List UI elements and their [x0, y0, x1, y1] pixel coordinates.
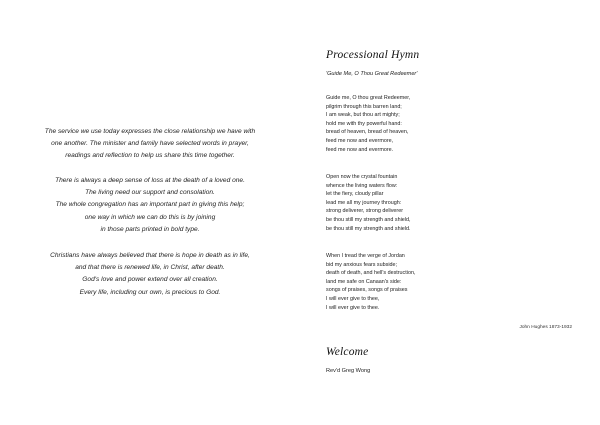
intro-line: The whole congregation has an important part in giving this help;: [55, 201, 245, 209]
verse-line: I am weak, but thou art mighty;: [326, 112, 400, 119]
welcome-name: Rev'd Greg Wong: [326, 368, 371, 374]
intro-line: Christians have always believed that there is hope in death as in life,: [50, 252, 250, 259]
intro-line: There is always a deep sense of loss at the death of a loved one.: [55, 177, 245, 184]
intro-paragraph-1: [28, 126, 272, 163]
verse-line: songs of praises, songs of praises: [326, 287, 408, 294]
intro-line: readings and reflection to help us share this time together.: [65, 152, 235, 160]
verse-line: let the fiery, cloudy pillar: [326, 191, 384, 198]
intro-line: and that there is renewed life, in Christ, after death.: [75, 264, 225, 272]
verse-line: be thou still my strength and shield.: [326, 225, 411, 232]
verse-line: strong deliverer, strong deliverer: [326, 208, 404, 215]
intro-paragraph-2: [28, 175, 272, 236]
verse-line: bread of heaven, bread of heaven,: [326, 129, 409, 136]
intro-line: The service we use today expresses the close relationship we have with: [44, 128, 256, 135]
verse-line: hold me with thy powerful hand:: [326, 120, 402, 127]
intro-paragraph-3: [28, 250, 272, 299]
intro-line: Every life, including our own, is precious to God.: [79, 288, 221, 296]
verse-line: be thou still my strength and shield,: [326, 216, 411, 223]
intro-line: in those parts printed in bold type.: [100, 225, 200, 233]
hymn-title: 'Guide Me, O Thou Great Redeemer': [326, 71, 418, 77]
hymn-verse-3: [326, 252, 546, 312]
intro-line: God's love and power extend over all creation.: [82, 276, 218, 284]
verse-line: whence the living waters flow:: [326, 182, 398, 189]
verse-line: Open now the crystal fountain: [326, 174, 398, 180]
verse-line: feed me now and evermore.: [326, 146, 394, 153]
intro-line: The living need our support and consolation.: [85, 189, 215, 197]
intro-line: one another. The minister and family have selected words in prayer,: [51, 140, 249, 148]
hymn-attribution: John Hughes 1873-1932: [519, 325, 572, 330]
verse-line: Guide me, O thou great Redeemer,: [326, 95, 411, 101]
verse-line: pilgrim through this barren land;: [326, 103, 402, 110]
verse-line: lead me all my journey through:: [326, 199, 402, 206]
verse-line: land me safe on Canaan's side:: [326, 278, 402, 285]
verse-line: death of death, and hell's destruction,: [326, 270, 416, 277]
welcome-heading: Welcome: [326, 346, 369, 358]
verse-line: I will ever give to thee,: [326, 295, 380, 302]
hymn-verse-2: [326, 173, 546, 233]
right-page: [300, 0, 600, 425]
hymn-heading: Processional Hymn: [326, 49, 420, 61]
verse-line: bid my anxious fears subside;: [326, 261, 398, 268]
verse-line: I will ever give to thee.: [326, 304, 380, 311]
hymn-verse-1: [326, 94, 546, 154]
verse-line: When I tread the verge of Jordan: [326, 253, 405, 259]
verse-line: feed me now and evermore,: [326, 137, 394, 144]
intro-line: one way in which we can do this is by joining: [84, 213, 216, 221]
